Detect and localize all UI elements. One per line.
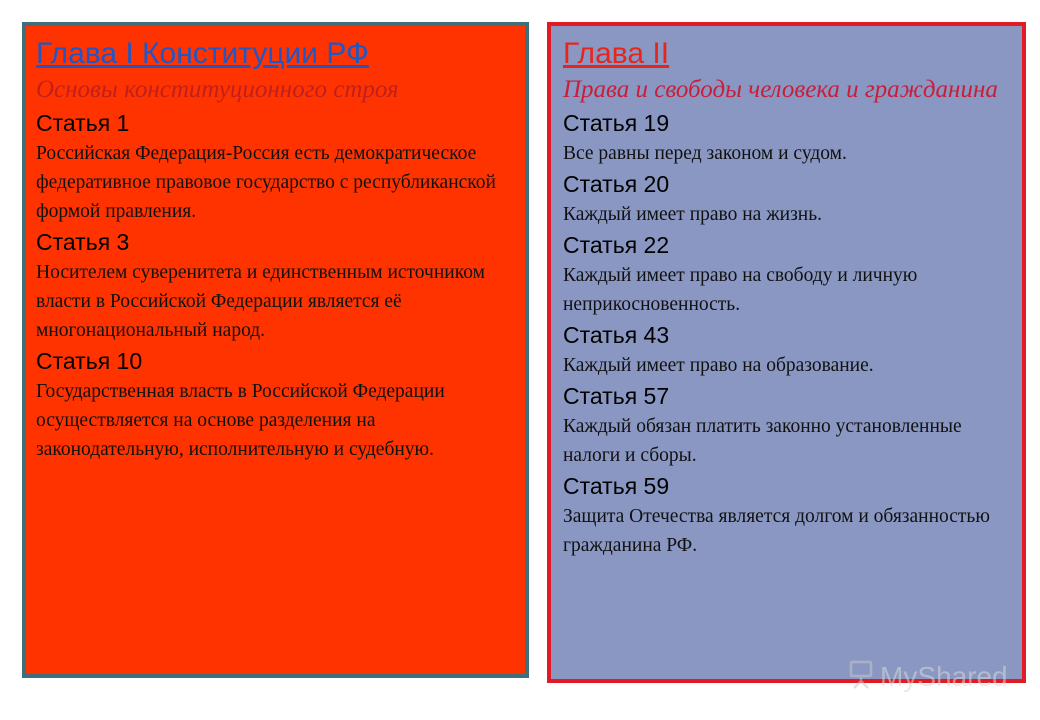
- watermark: [848, 660, 1008, 694]
- article-10-title: Статья 10: [36, 348, 143, 374]
- chapter-2-panel: [547, 22, 1026, 683]
- chapter-1-subtitle: Основы конституционного строя: [36, 76, 399, 103]
- article-57-title: Статья 57: [563, 383, 670, 409]
- article-43-text: Каждый имеет право на образование.: [563, 355, 874, 376]
- chapter-1-panel: [22, 22, 529, 678]
- article-3-title: Статья 3: [36, 229, 130, 255]
- article-57-text: Каждый обязан платить законно установленные налоги и сборы.: [563, 416, 962, 466]
- article-1-text: Российская Федерация-Россия есть демократическое федеративное правовое государство с республиканской формой правления.: [36, 143, 496, 222]
- article-1-title: Статья 1: [36, 110, 130, 136]
- article-10-text: Государственная власть в Российской Федерации осуществляется на основе разделения на законодательную, исполнительную и судебную.: [36, 381, 445, 460]
- article-19-text: Все равны перед законом и судом.: [563, 143, 847, 164]
- article-19-title: Статья 19: [563, 110, 670, 136]
- article-3-text: Носителем суверенитета и единственным источником власти в Российской Федерации является её многонациональный народ.: [36, 262, 485, 341]
- slideshow-logo-icon: [848, 660, 874, 695]
- article-20-title: Статья 20: [563, 171, 670, 197]
- article-20-text: Каждый имеет право на жизнь.: [563, 204, 823, 225]
- article-22-text: Каждый имеет право на свободу и личную неприкосновенность.: [563, 265, 918, 315]
- article-22-title: Статья 22: [563, 232, 670, 258]
- article-59-text: Защита Отечества является долгом и обязанностью гражданина РФ.: [563, 506, 990, 556]
- chapter-1-title-link[interactable]: Глава I Конституции РФ: [36, 37, 369, 70]
- chapter-2-title-link[interactable]: Глава II: [563, 37, 670, 70]
- watermark-text: MyShared: [880, 661, 1008, 692]
- article-43-title: Статья 43: [563, 322, 670, 348]
- article-59-title: Статья 59: [563, 473, 670, 499]
- chapter-2-subtitle: Права и свободы человека и гражданина: [563, 76, 998, 103]
